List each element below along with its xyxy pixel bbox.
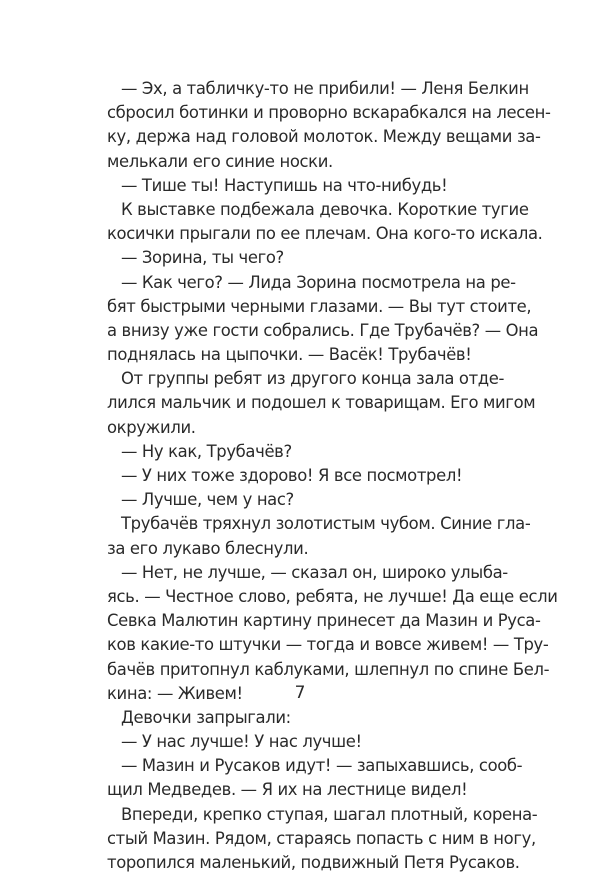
- text-line: Девочки запрыгали:: [121, 707, 291, 727]
- page-number: 7: [294, 683, 306, 703]
- text-line: за его лукаво блеснули.: [107, 538, 309, 558]
- text-line: — Нет, не лучше, — сказал он, широко улыба-: [121, 562, 508, 582]
- text-line: — Мазин и Русаков идут! — запыхавшись, сооб-: [121, 756, 523, 776]
- text-line: косички прыгали по ее плечам. Она кого-то искала.: [107, 224, 543, 244]
- text-line: Впереди, крепко ступая, шагал плотный, корена-: [121, 804, 538, 824]
- text-line: лился мальчик и подошел к товарищам. Его мигом: [107, 393, 536, 413]
- text-line: сбросил ботинки и проворно вскарабкался на лесен-: [107, 103, 551, 123]
- text-line: — Лучше, чем у нас?: [121, 490, 294, 510]
- text-line: стый Мазин. Рядом, стараясь попасть с ним в ногу,: [107, 828, 536, 848]
- text-line: Севка Малютин картину принесет да Мазин и Руса-: [107, 611, 541, 631]
- text-line: поднялась на цыпочки. — Васёк! Трубачёв!: [107, 345, 472, 365]
- page-body-text: [107, 77, 558, 875]
- text-line: — Тише ты! Наступишь на что-нибудь!: [121, 175, 448, 195]
- text-line: торопился маленький, подвижный Петя Русаков.: [107, 853, 520, 872]
- text-line: бачёв притопнул каблуками, шлепнул по спине Бел-: [107, 659, 550, 679]
- text-line: а внизу уже гости собрались. Где Трубачёв? — Она: [107, 320, 539, 340]
- text-line: — Эх, а табличку-то не прибили! — Леня Белкин: [121, 79, 529, 98]
- text-line: кина: — Живем!: [107, 683, 243, 703]
- text-line: — Зорина, ты чего?: [121, 248, 284, 268]
- text-line: ку, держа над головой молоток. Между вещами за-: [107, 127, 541, 147]
- text-line: щил Медведев. — Я их на лестнице видел!: [107, 780, 468, 800]
- text-line: — У нас лучше! У нас лучше!: [121, 732, 362, 752]
- text-line: От группы ребят из другого конца зала отде-: [121, 369, 505, 389]
- text-line: К выставке подбежала девочка. Короткие тугие: [121, 199, 529, 219]
- text-line: ков какие-то штучки — тогда и вовсе живем! — Тру-: [107, 635, 549, 655]
- text-line: — Ну как, Трубачёв?: [121, 441, 292, 461]
- text-line: ясь. — Честное слово, ребята, не лучше! Да еще если: [107, 586, 558, 606]
- text-line: — Как чего? — Лида Зорина посмотрела на ре-: [121, 272, 516, 292]
- text-line: — У них тоже здорово! Я все посмотрел!: [121, 466, 463, 485]
- text-line: бят быстрыми черными глазами. — Вы тут стоите,: [107, 296, 532, 316]
- text-line: мелькали его синие носки.: [107, 151, 333, 171]
- text-line: Трубачёв тряхнул золотистым чубом. Синие гла-: [121, 514, 531, 534]
- text-line: окружили.: [107, 417, 196, 437]
